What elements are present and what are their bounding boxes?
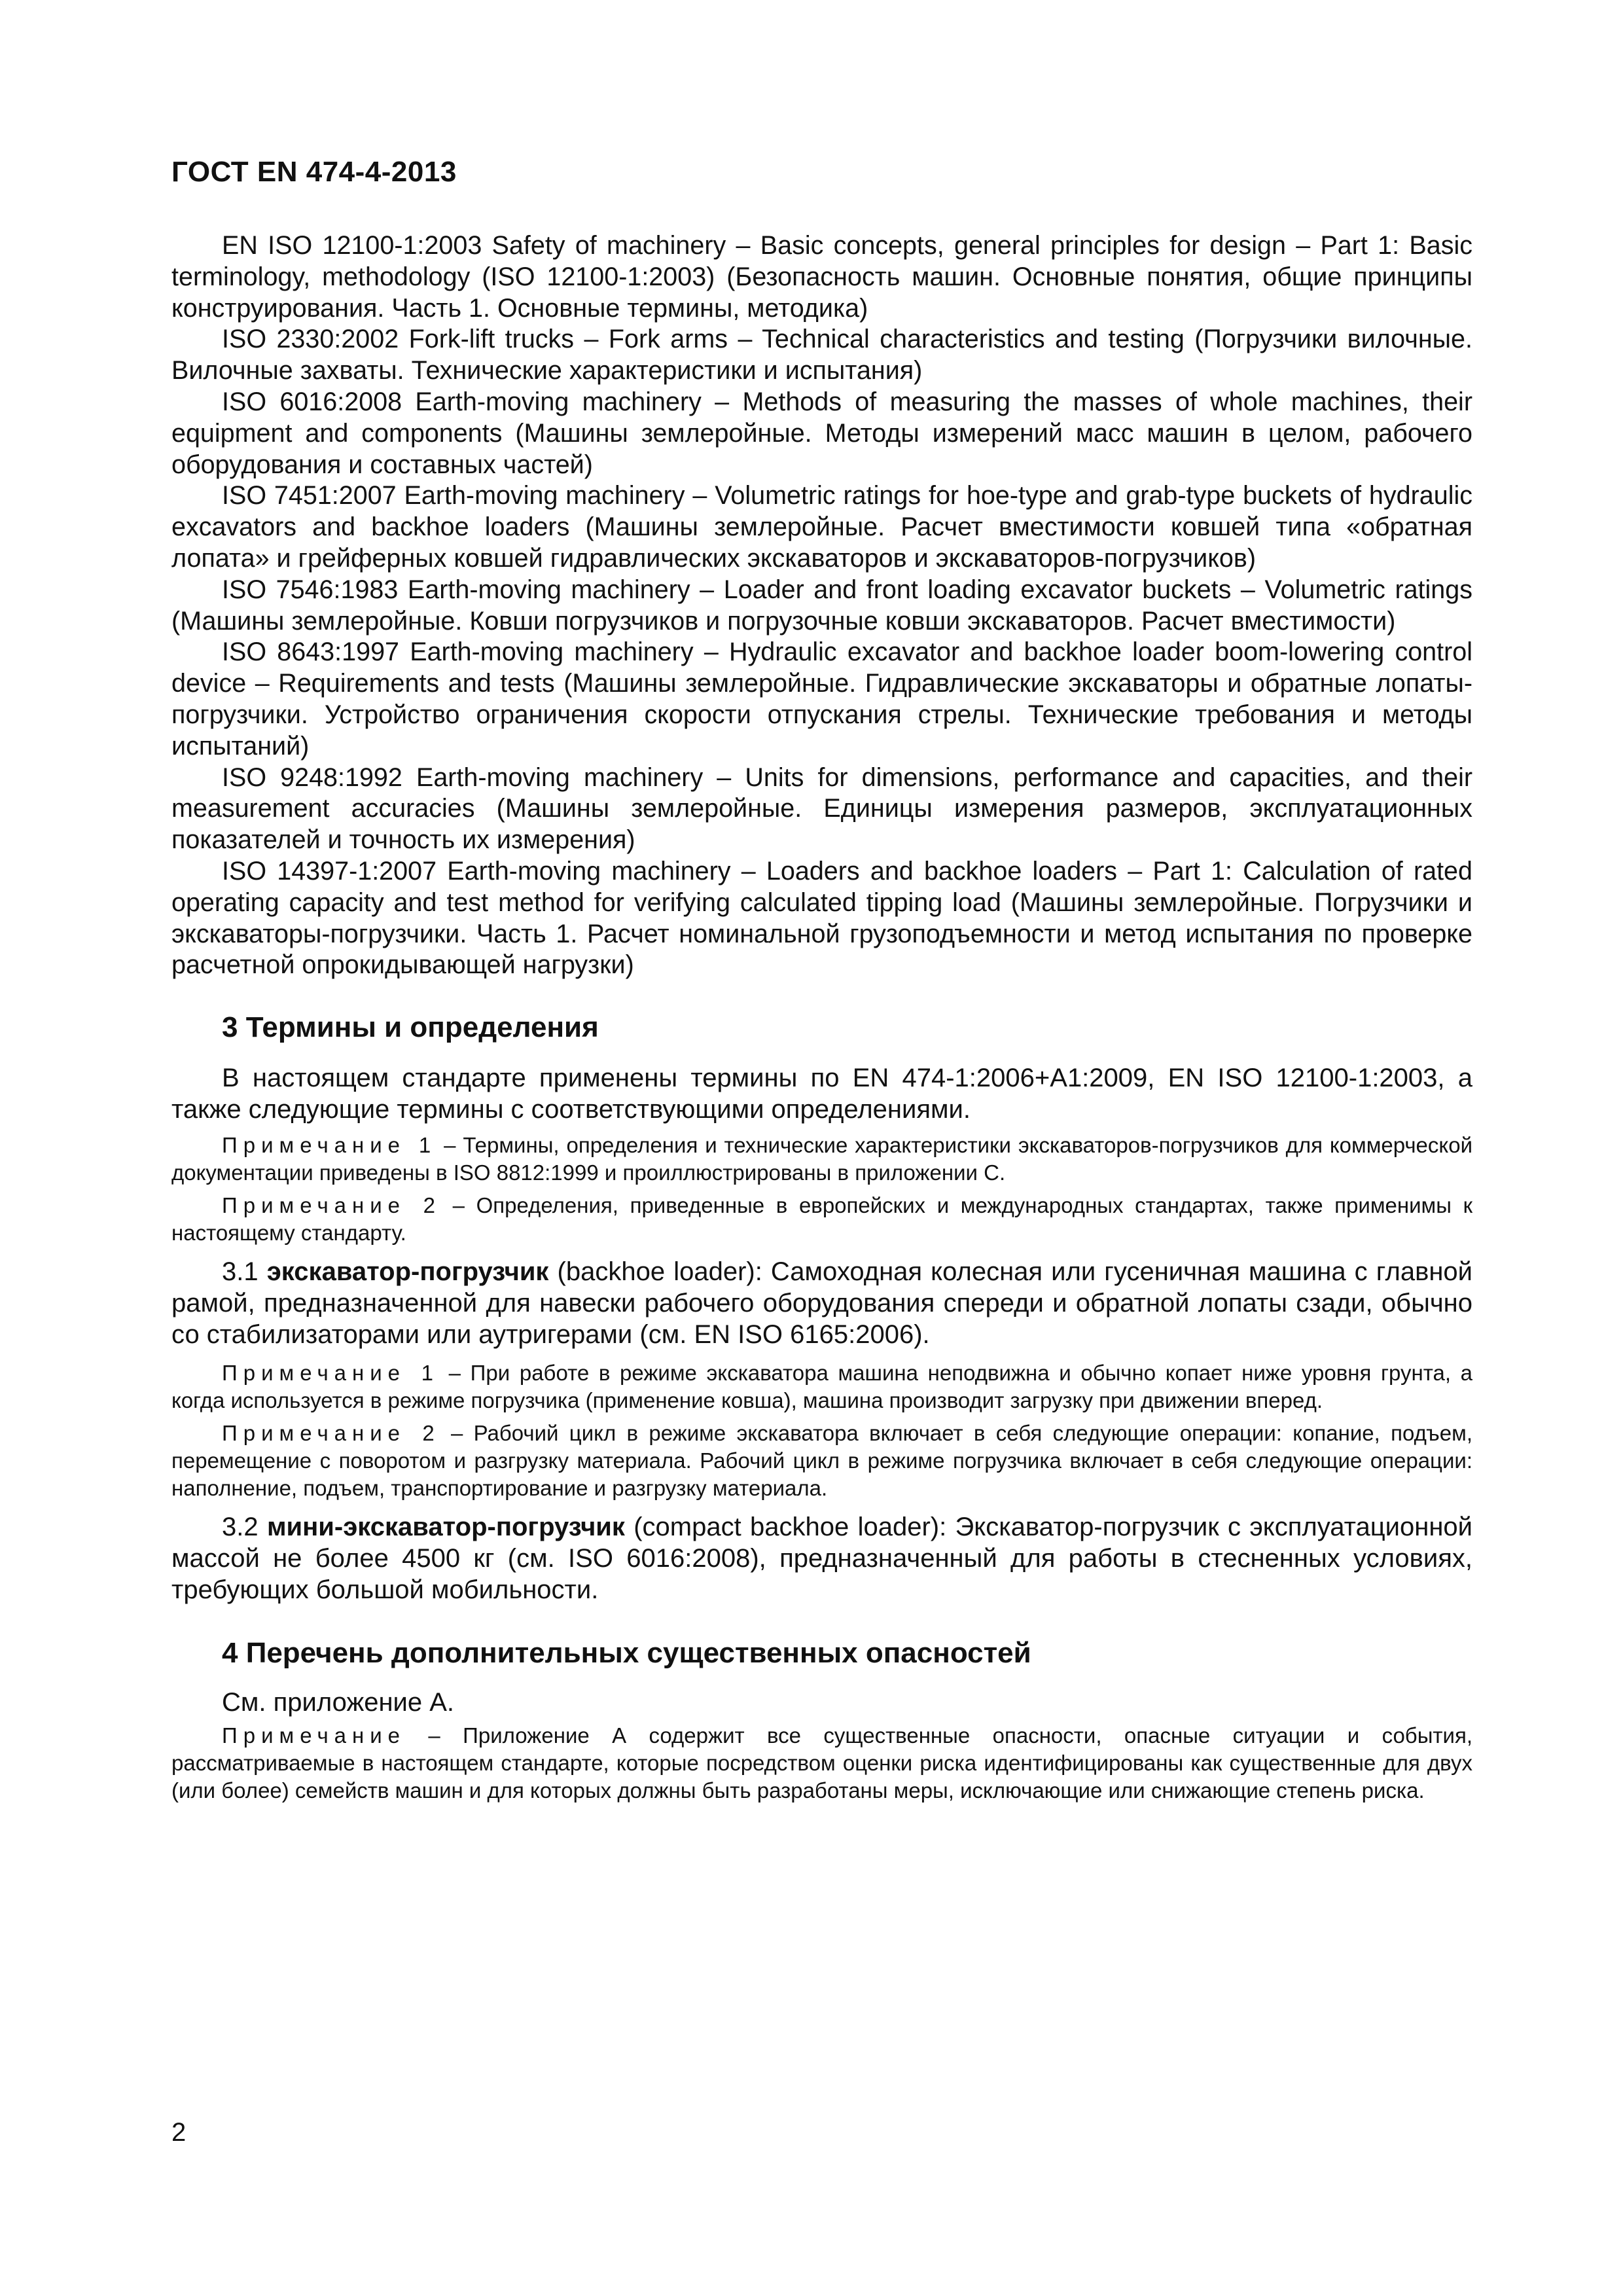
reference-item: ISO 9248:1992 Earth-moving machinery – Units for dimensions, performance and capacities, and their measurement accuracies (Машины землеройные. Единицы измерения размеров, эксплуатационных показателей и точность их измерения) — [171, 762, 1472, 855]
reference-item: ISO 8643:1997 Earth-moving machinery – Hydraulic excavator and backhoe loader boom-lowering control device – Requirements and tests (Машины землеройные. Гидравлические экскаваторы и обратные лопаты-погрузчики. Устройство ограничения скорости отпускания стрелы. Технические требования и методы испытаний) — [171, 637, 1472, 761]
section-3-intro: В настоящем стандарте применены термины по EN 474-1:2006+A1:2009, EN ISO 12100-1:2003, а также следующие термины с соответствующими определениями. — [171, 1064, 1472, 1124]
section-4-note — [171, 1722, 1472, 1804]
term-name: экскаватор-погрузчик — [266, 1257, 549, 1287]
term-3-1-note-2 — [171, 1420, 1472, 1502]
term-number: 3.2 — [222, 1513, 267, 1542]
reference-item: ISO 6016:2008 Earth-moving machinery – Methods of measuring the masses of whole machines, their equipment and components (Машины землеройные. Методы измерений масс машин в целом, рабочего оборудования и составных частей) — [171, 387, 1472, 479]
section-3-note-1 — [171, 1132, 1472, 1187]
note-label: Примечание 1 — [222, 1133, 437, 1158]
note-text: – При работе в режиме экскаватора машина неподвижна и обычно копает ниже уровня грунта, а когда используется в режиме погрузчика (применение ковша), машина производит загрузку при движении вперед. — [171, 1361, 1472, 1413]
term-3-1 — [171, 1256, 1472, 1350]
reference-item: ISO 2330:2002 Fork-lift trucks – Fork arms – Technical characteristics and testing (Погрузчики вилочные. Вилочные захваты. Технические характеристики и испытания) — [171, 325, 1472, 386]
normative-references-list — [171, 230, 1472, 981]
section-4-title: 4 Перечень дополнительных существенных опасностей — [222, 1637, 1031, 1670]
term-name: мини-экскаватор-погрузчик — [266, 1513, 625, 1542]
reference-item: ISO 14397-1:2007 Earth-moving machinery – Loaders and backhoe loaders – Part 1: Calculation of rated operating capacity and test method for verifying calculated tipping load (Машины землеройные. Погрузчики и экскаваторы-погрузчики. Часть 1. Расчет номинальной грузоподъемности и метод испытания по проверке расчетной опрокидывающей нагрузки) — [171, 856, 1472, 980]
note-text: – Рабочий цикл в режиме экскаватора включает в себя следующие операции: копание, подъем, перемещение с поворотом и разгрузку материала. Рабочий цикл в режиме погрузчика включает в себя следующие операции: наполнение, подъем, транспортирование и разгрузку материала. — [171, 1421, 1472, 1501]
note-label: Примечание 2 — [222, 1421, 440, 1446]
reference-item: ISO 7546:1983 Earth-moving machinery – Loader and front loading excavator buckets – Volumetric ratings (Машины землеройные. Ковши погрузчиков и погрузочные ковши экскаваторов. Расчет вместимости) — [171, 575, 1472, 636]
note-label: Примечание — [222, 1723, 406, 1748]
note-text: – Приложение А содержит все существенные опасности, опасные ситуации и события, рассматриваемые в настоящем стандарте, которые посредством оценки риска идентифицированы как существенные для двух (или более) семейств машин и для которых должны быть разработаны меры, исключающие или снижающие степень риска. — [171, 1723, 1472, 1803]
section-3-title: 3 Термины и определения — [222, 1011, 599, 1044]
reference-item: ISO 7451:2007 Earth-moving machinery – Volumetric ratings for hoe-type and grab-type buckets of hydraulic excavators and backhoe loaders (Машины землеройные. Расчет вместимости ковшей типа «обратная лопата» и грейферных ковшей гидравлических экскаваторов и экскаваторов-погрузчиков) — [171, 481, 1472, 573]
page-content — [171, 230, 1472, 1804]
term-number: 3.1 — [222, 1257, 267, 1287]
reference-item: EN ISO 12100-1:2003 Safety of machinery – Basic concepts, general principles for design – Part 1: Basic terminology, methodology (ISO 12100-1:2003) (Безопасность машин. Основные понятия, общие принципы конструирования. Часть 1. Основные термины, методика) — [171, 231, 1472, 323]
term-definition: (backhoe loader): Самоходная колесная или гусеничная машина с главной рамой, предназначенной для навески рабочего оборудования спереди и обратной лопаты сзади, обычно со стабилизаторами или аутригерами (см. EN ISO 6165:2006). — [171, 1257, 1473, 1350]
note-text: – Термины, определения и технические характеристики экскаваторов-погрузчиков для коммерческой документации приведены в ISO 8812:1999 и проиллюстрированы в приложении С. — [171, 1133, 1473, 1185]
term-3-2 — [171, 1511, 1472, 1605]
note-label: Примечание 1 — [222, 1361, 440, 1386]
note-text: – Определения, приведенные в европейских и международных стандартах, также применимы к настоящему стандарту. — [171, 1193, 1473, 1246]
section-3-note-2 — [171, 1192, 1472, 1247]
term-definition: (compact backhoe loader): Экскаватор-погрузчик с эксплуатационной массой не более 4500 кг (см. ISO 6016:2008), предназначенный для работы в стесненных условиях, требующих большой мобильности. — [171, 1513, 1473, 1605]
section-4-intro: См. приложение А. — [222, 1688, 455, 1717]
standard-header: ГОСТ EN 474-4-2013 — [171, 156, 457, 188]
term-3-1-note-1 — [171, 1359, 1472, 1414]
note-label: Примечание 2 — [222, 1193, 441, 1218]
page-number: 2 — [171, 2118, 187, 2147]
